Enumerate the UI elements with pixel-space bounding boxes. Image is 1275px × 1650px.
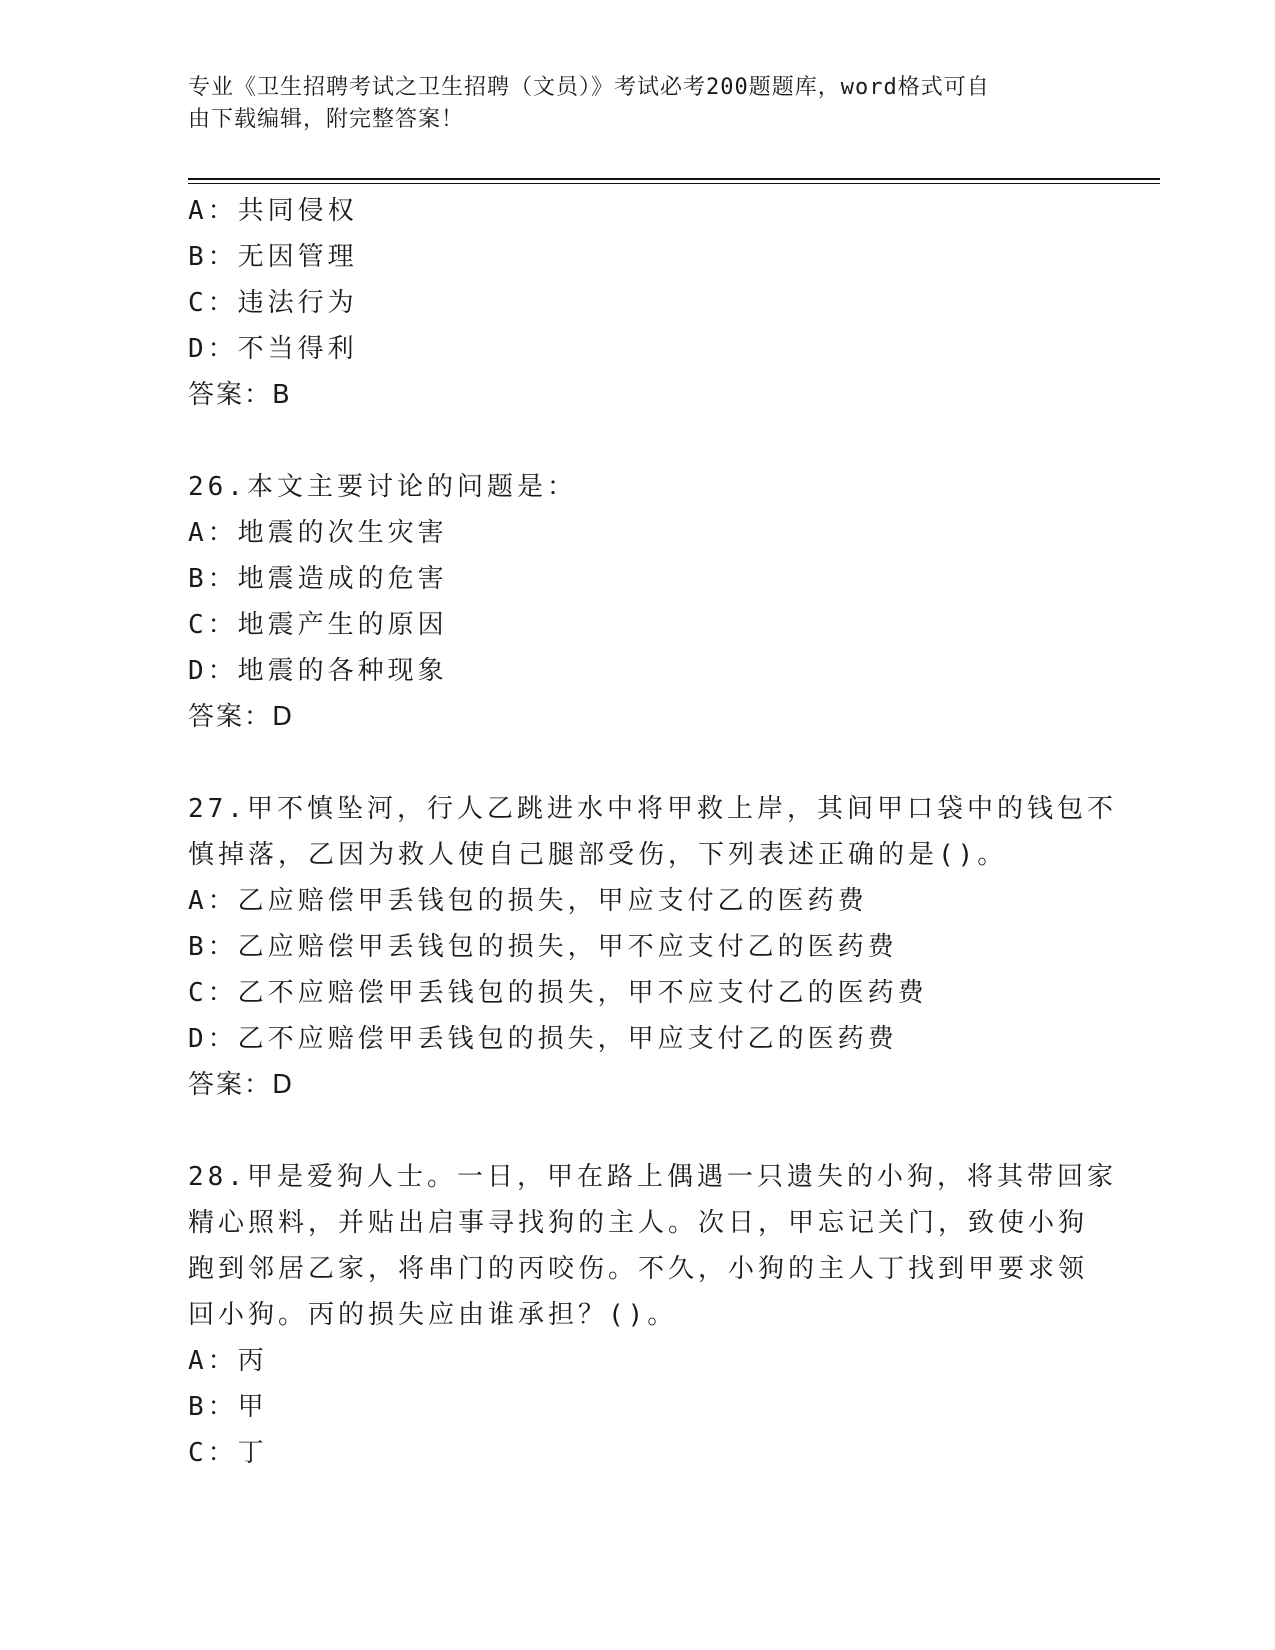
option-a: A：丙 (188, 1346, 268, 1376)
question-stem: 26.本文主要讨论的问题是： (188, 472, 577, 502)
question-stem-line-2: 精心照料，并贴出启事寻找狗的主人。次日，甲忘记关门，致使小狗 (188, 1208, 1089, 1238)
header-divider-thin (188, 183, 1160, 184)
option-a: A：地震的次生灾害 (188, 518, 448, 548)
document-header (188, 72, 1068, 136)
spacer (188, 740, 1088, 786)
option-b: B：地震造成的危害 (188, 564, 448, 594)
option-d: D：地震的各种现象 (188, 656, 448, 686)
option-d: D：不当得利 (188, 334, 358, 364)
header-line-1: 专业《卫生招聘考试之卫生招聘（文员）》考试必考200题题库，word格式可自 (188, 75, 990, 100)
option-c: C：地震产生的原因 (188, 610, 448, 640)
question-stem-line-4: 回小狗。丙的损失应由谁承担？()。 (188, 1300, 678, 1330)
spacer (188, 1108, 1088, 1154)
answer-line: 答案：D (188, 702, 295, 732)
answer-line: 答案：D (188, 1070, 295, 1100)
question-stem-line-1: 27.甲不慎坠河，行人乙跳进水中将甲救上岸，其间甲口袋中的钱包不 (188, 794, 1117, 824)
question-stem-line-2: 慎掉落，乙因为救人使自己腿部受伤，下列表述正确的是()。 (188, 840, 1008, 870)
question-25 (188, 188, 1088, 418)
option-c: C：违法行为 (188, 288, 358, 318)
question-list (188, 188, 1117, 1476)
option-a: A：乙应赔偿甲丢钱包的损失，甲应支付乙的医药费 (188, 886, 868, 916)
answer-line: 答案：B (188, 380, 292, 410)
option-b: B：无因管理 (188, 242, 358, 272)
option-c: C：丁 (188, 1438, 268, 1468)
question-stem-line-3: 跑到邻居乙家，将串门的丙咬伤。不久，小狗的主人丁找到甲要求领 (188, 1254, 1089, 1284)
question-27 (188, 786, 1117, 1108)
question-26 (188, 464, 1088, 740)
question-stem-line-1: 28.甲是爱狗人士。一日，甲在路上偶遇一只遗失的小狗，将其带回家 (188, 1162, 1117, 1192)
header-divider-thick (188, 178, 1160, 180)
header-line-2: 由下载编辑，附完整答案！ (188, 107, 465, 132)
spacer (188, 418, 1088, 464)
question-28 (188, 1154, 1117, 1476)
option-b: B：乙应赔偿甲丢钱包的损失，甲不应支付乙的医药费 (188, 932, 898, 962)
option-c: C：乙不应赔偿甲丢钱包的损失，甲不应支付乙的医药费 (188, 978, 928, 1008)
option-a: A：共同侵权 (188, 196, 358, 226)
option-d: D：乙不应赔偿甲丢钱包的损失，甲应支付乙的医药费 (188, 1024, 898, 1054)
option-b: B：甲 (188, 1392, 268, 1422)
